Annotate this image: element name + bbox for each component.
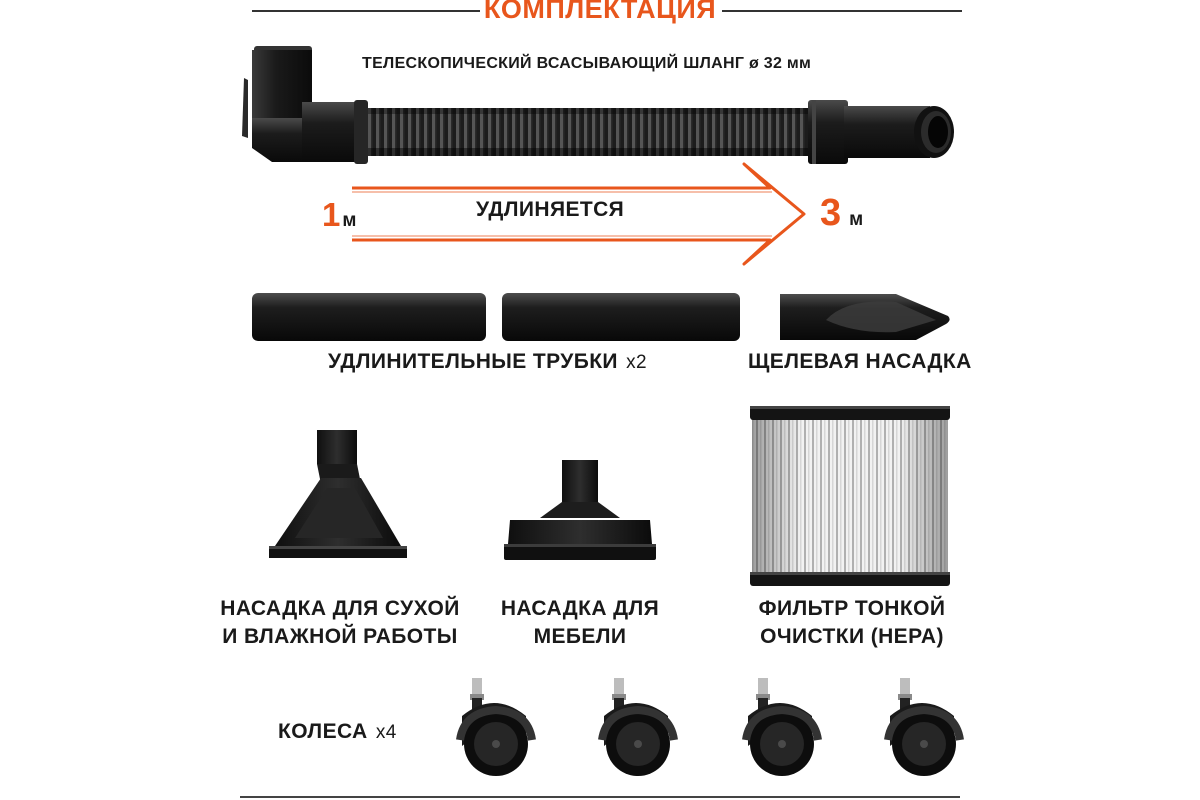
- title-divider-right: [722, 10, 962, 12]
- hose-label: ТЕЛЕСКОПИЧЕСКИЙ ВСАСЫВАЮЩИЙ ШЛАНГ ø 32 мм: [362, 55, 812, 72]
- hepa-filter-image: [748, 402, 952, 592]
- caster-wheel-3: [742, 676, 828, 782]
- furniture-nozzle-image: [500, 458, 660, 570]
- extension-from-unit: м: [342, 210, 357, 231]
- extension-from: [322, 196, 356, 234]
- filter-label: [740, 595, 964, 651]
- filter-line2: ОЧИСТКИ (HEPA): [760, 625, 944, 648]
- wet-dry-nozzle-label: [208, 595, 472, 651]
- wet-dry-nozzle-line1: НАСАДКА ДЛЯ СУХОЙ: [220, 597, 460, 620]
- wheels-qty: x4: [375, 722, 397, 743]
- page-title: КОМПЛЕКТАЦИЯ: [483, 0, 717, 24]
- furniture-nozzle-line2: МЕБЕЛИ: [533, 625, 627, 648]
- filter-line1: ФИЛЬТР ТОНКОЙ: [758, 597, 946, 620]
- extension-tubes-image: [250, 290, 750, 350]
- tubes-label: [328, 350, 647, 374]
- extension-from-value: 1: [322, 196, 341, 233]
- extension-to-value: 3: [820, 192, 842, 234]
- furniture-nozzle-line1: НАСАДКА ДЛЯ: [500, 597, 660, 620]
- crevice-label: ЩЕЛЕВАЯ НАСАДКА: [748, 350, 972, 373]
- tubes-qty: x2: [626, 352, 648, 373]
- tubes-label-text: УДЛИНИТЕЛЬНЫЕ ТРУБКИ: [328, 350, 618, 373]
- extension-text: УДЛИНЯЕТСЯ: [476, 198, 625, 221]
- caster-wheel-2: [598, 676, 684, 782]
- wet-dry-nozzle-line2: И ВЛАЖНОЙ РАБОТЫ: [222, 625, 458, 648]
- caster-wheel-1: [456, 676, 542, 782]
- extension-to-unit: м: [849, 209, 864, 230]
- wet-dry-nozzle-image: [265, 428, 415, 563]
- wheels-label-text: КОЛЕСА: [278, 720, 368, 743]
- bottom-divider: [240, 796, 960, 798]
- extension-to: [820, 192, 863, 235]
- furniture-nozzle-label: [480, 595, 680, 651]
- wheels-label: [278, 720, 397, 744]
- caster-wheel-4: [884, 676, 970, 782]
- crevice-nozzle-image: [776, 290, 956, 345]
